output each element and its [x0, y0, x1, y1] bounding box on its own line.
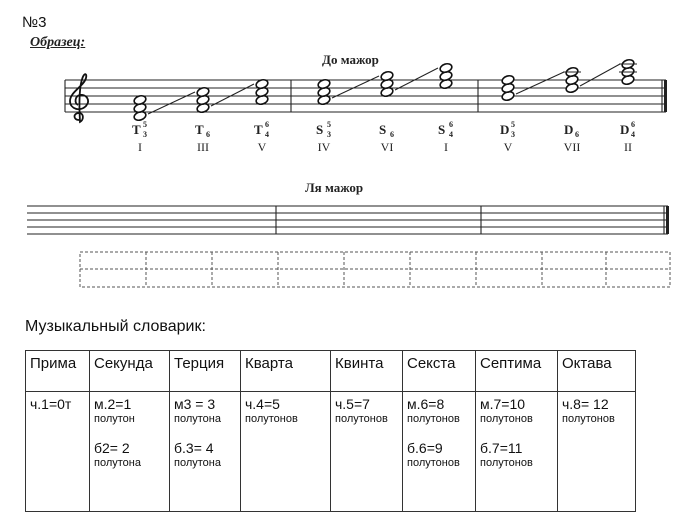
chord-figure-upper: 6: [449, 120, 453, 129]
interval-value: ч.1=0т: [30, 396, 72, 412]
chord-connector: [148, 92, 195, 114]
interval-dictionary-table: [25, 350, 636, 512]
interval-cell: [241, 392, 331, 512]
chord-figure-upper: 6: [265, 120, 269, 129]
chord-figure-upper: 5: [511, 120, 515, 129]
c-major-staff: [65, 58, 667, 154]
interval-unit: полутонов: [407, 413, 460, 425]
chord-degree-label: VII: [563, 140, 581, 154]
chord-function-label: S: [438, 122, 446, 137]
interval-header: Секунда: [90, 351, 170, 392]
treble-clef-icon: [70, 74, 88, 122]
interval-value: м.7=10: [480, 396, 526, 412]
chord-function-label: T: [254, 122, 263, 137]
interval-header: Секста: [403, 351, 476, 392]
interval-value: ч.8= 12: [562, 396, 609, 412]
chord-function-label: T: [195, 122, 204, 137]
interval-header: Септима: [476, 351, 558, 392]
chord-connector: [516, 72, 564, 94]
chord-figure-upper: 6: [631, 120, 635, 129]
chord-figure-lower: 4: [449, 130, 453, 139]
chord-figure-lower: 6: [390, 130, 394, 139]
interval-header: Терция: [170, 351, 241, 392]
interval-value: м3 = 3: [174, 396, 216, 412]
chord-degree-label: I: [444, 140, 448, 154]
chord-function-label: D: [500, 122, 510, 137]
interval-value: ч.4=5: [245, 396, 280, 412]
task-number: №3: [22, 14, 47, 31]
interval-value: б.7=11: [480, 440, 523, 456]
interval-cell: [90, 392, 170, 512]
chord-figure-upper: 5: [143, 120, 147, 129]
answer-grid[interactable]: [80, 252, 670, 287]
interval-unit: полутона: [174, 457, 221, 469]
interval-header: Прима: [26, 351, 90, 392]
chord-degree-label: II: [624, 140, 632, 154]
dictionary-header-row: [26, 351, 636, 392]
interval-header: Квинта: [331, 351, 403, 392]
a-major-staff: [27, 206, 668, 234]
interval-value: ч.5=7: [335, 396, 370, 412]
chord-function-label: S: [379, 122, 387, 137]
interval-unit: полутона: [94, 457, 141, 469]
interval-cell: [403, 392, 476, 512]
chord-degree-label: V: [257, 140, 267, 154]
chord-function-label: D: [564, 122, 574, 137]
chord-figure-lower: 6: [206, 130, 210, 139]
dictionary-title: Музыкальный словарик:: [25, 318, 206, 335]
a-major-title: Ля мажор: [305, 180, 364, 195]
interval-cell: [476, 392, 558, 512]
interval-header: Кварта: [241, 351, 331, 392]
chord-figure-lower: 3: [143, 130, 147, 139]
interval-cell: [170, 392, 241, 512]
chord-degree-label: III: [197, 140, 209, 154]
interval-cell: [331, 392, 403, 512]
chord-figure-upper: 5: [327, 120, 331, 129]
interval-unit: полутонов: [480, 413, 533, 425]
interval-value: б2= 2: [94, 440, 130, 456]
interval-value: м.6=8: [407, 396, 445, 412]
chord-connector: [580, 64, 620, 86]
example-label: Образец:: [30, 35, 86, 50]
interval-cell: [558, 392, 636, 512]
chord-function-label: T: [132, 122, 141, 137]
chord-figure-lower: 3: [511, 130, 515, 139]
chord-degree-label: I: [138, 140, 142, 154]
chord-figure-lower: 6: [575, 130, 579, 139]
interval-unit: полутон: [94, 413, 135, 425]
chord-figure-lower: 4: [265, 130, 269, 139]
chord-labels: [132, 120, 635, 154]
interval-header: Октава: [558, 351, 636, 392]
interval-value: б.3= 4: [174, 440, 214, 456]
chord-degree-label: VI: [380, 140, 394, 154]
dictionary-values-row: [26, 392, 636, 512]
interval-unit: полутонов: [480, 457, 533, 469]
chord-figure-lower: 3: [327, 130, 331, 139]
interval-value: б.6=9: [407, 440, 443, 456]
chord-figure-lower: 4: [631, 130, 635, 139]
interval-unit: полутонов: [335, 413, 388, 425]
interval-cell: [26, 392, 90, 512]
c-major-title: До мажор: [322, 52, 379, 67]
chord-function-label: D: [620, 122, 630, 137]
chord-degree-label: V: [503, 140, 513, 154]
chord-connector: [332, 76, 379, 98]
interval-unit: полутона: [174, 413, 221, 425]
chord-degree-label: IV: [317, 140, 331, 154]
chord-connector: [211, 84, 254, 106]
interval-unit: полутонов: [562, 413, 615, 425]
interval-unit: полутонов: [407, 457, 460, 469]
chord-connector: [395, 68, 438, 90]
chord-function-label: S: [316, 122, 324, 137]
interval-unit: полутонов: [245, 413, 298, 425]
interval-value: м.2=1: [94, 396, 132, 412]
